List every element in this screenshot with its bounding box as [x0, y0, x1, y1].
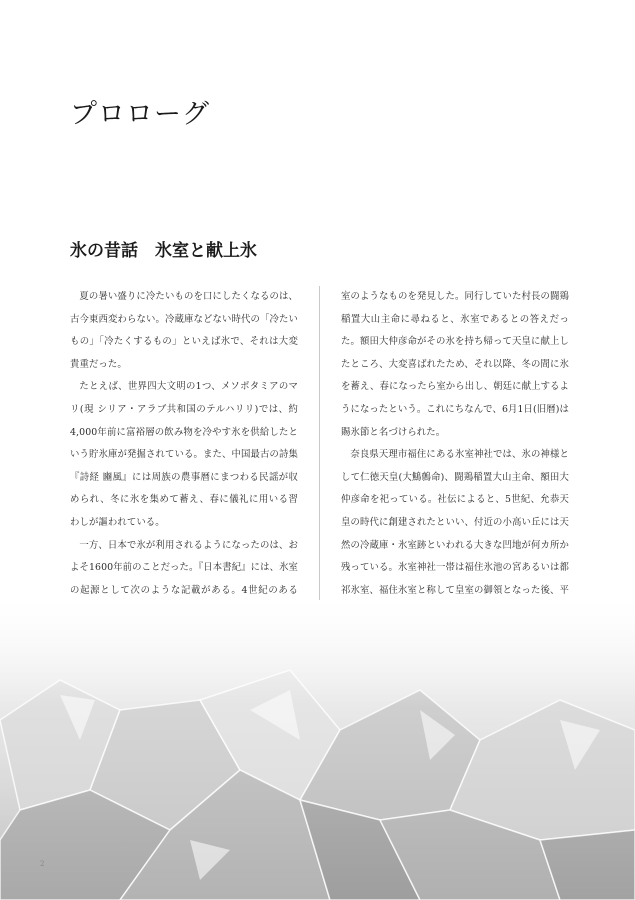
- paragraph: たとえば、世界四大文明の1つ、メソポタミアのマリ(現 シリア・アラブ共和国のテルハリリ)では、約4,000年前に富裕層の飲み物を冷やす氷を供給したという貯氷庫が発掘されている。また、中国最古の詩集『詩経 豳風』には周族の農事暦にまつわる民謡が収められ、冬に氷を集めて蓄え、春に儀礼に用いる習わしが謳われている。: [70, 381, 298, 528]
- page-title: プロローグ: [70, 99, 210, 130]
- page-number: 2: [40, 860, 45, 868]
- right-column: [341, 286, 569, 648]
- paragraph: 室のようなものを発見した。同行していた村長の闘鶏稲置大山主命に尋ねると、氷室であるとの答えだった。額田大仲彦命がその氷を持ち帰って天皇に献上したところ、大変喜ばれたため、それ以降、冬の間に氷を蓄え、春になったら室から出し、朝廷に献上するようになったという。これにちなんで、6月1日(旧暦)は賜氷節と名づけられた。: [341, 291, 569, 438]
- left-column: [70, 286, 298, 648]
- paragraph: 一方、日本で氷が利用されるようになったのは、およそ1600年前のことだった。『日本書紀』には、氷室の起源として次のような記載がある。4世紀のある: [70, 539, 299, 596]
- paragraph: 夏の暑い盛りに冷たいものを口にしたくなるのは、古今東西変わらない。冷蔵庫などない時代の「冷たいもの」「冷たくするもの」といえば氷で、それは大変貴重だった。: [70, 291, 298, 370]
- section-heading: 氷の昔話 氷室と献上氷: [70, 241, 257, 261]
- ice-photo: [0, 600, 635, 900]
- paragraph: 奈良県天理市福住にある氷室神社では、氷の神様として仁徳天皇(大鷦鷯命)、闘鶏稲置大山主命、額田大仲彦命を祀っている。社伝によると、5世紀、允恭天皇の時代に創建されたといい、付近の小高い丘には天然の冷蔵庫・氷室跡といわれる大きな凹地が何カ所か残っている。氷室神社一帯は福住氷池の宮あるいは都祁氷室、福住氷室と称して皇室の御領となった後、平: [341, 449, 569, 596]
- column-divider: [319, 286, 320, 632]
